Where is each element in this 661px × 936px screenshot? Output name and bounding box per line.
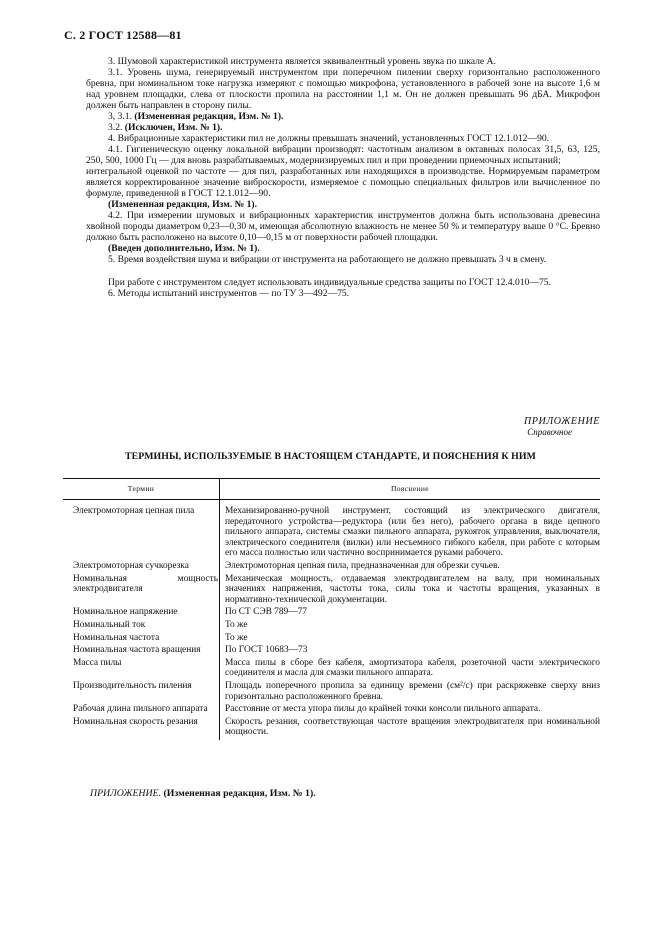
amendment-note-3	[86, 111, 600, 122]
amendment-note-4-2	[86, 243, 600, 254]
table-row	[63, 633, 600, 646]
term-cell: Номинальная частота вращения	[63, 645, 220, 658]
table-row	[63, 561, 600, 574]
explanation-cell: Механизированно-ручной инструмент, состоящий из электрического двигателя, передаточного устройства—редуктора (или без него), рабочего органа в виде цепного пильного аппарата, системы смазки пильного аппарата, рукояток управления, выключателя, электрического соединителя (вилки) или несъемного гибкого кабеля, при работе с которым его масса полностью или частично воспринимается руками рабочего.	[225, 506, 600, 559]
table-row	[63, 704, 600, 717]
explanation-cell: Расстояние от места упора пилы до крайней точки консоли пильного аппарата.	[225, 704, 541, 715]
table-row	[63, 681, 600, 704]
term-cell: Номинальное напряжение	[63, 607, 220, 620]
table-row	[63, 607, 600, 620]
clause-ref: 3.2.	[108, 122, 125, 133]
table-row	[63, 620, 600, 633]
term-cell: Электромоторная цепная пила	[63, 500, 220, 561]
term-cell: Номинальная скорость резания	[63, 717, 220, 740]
paragraph-3-1: 3.1. Уровень шума, генерируемый инструментом при поперечном пилении сверху горизонтально расположенного бревна, при номинальном токе нагрузка измеряют с помощью микрофона, установленного в рабочей зоне на высоте 1,6 м над уровнем площадки, слева от плоскости пропила на расстоянии 1,1 м. Он не должен превышать 96 дБА. Микрофон должен быть направлен в сторону пилы.	[86, 67, 600, 111]
table-row	[63, 574, 600, 608]
term-cell: Электромоторная сучкорезка	[63, 561, 220, 574]
explanation-cell: Скорость резания, соответствующая частоте вращения электродвигателя при номинальной мощности.	[225, 716, 600, 738]
appendix-sublabel: Справочное	[527, 427, 572, 437]
explanation-cell: Электромоторная цепная пила, предназначенная для обрезки сучьев.	[225, 560, 500, 571]
terms-table	[63, 478, 600, 740]
table-header-row	[63, 479, 600, 500]
term-cell: Производительность пиления	[63, 681, 220, 704]
explanation-cell: Механическая мощность, отдаваемая электродвигателем на валу, при номинальных значениях напряжения, частоты тока, силы тока и частоты вращения, указанных в нормативно-технической документации.	[225, 573, 600, 605]
paragraph-3-2	[86, 122, 600, 133]
appendix-amendment-note	[90, 788, 316, 799]
amendment-text: (Измененная редакция, Изм. № 1).	[134, 111, 284, 122]
paragraph-4-1-cont: интегральной оценкой по частоте — для пил, разработанных или находящихся в производстве. Нормируемым параметром является корректированное значение виброскорости, измеряемое с помощью специальных фильтров или вычисленное по формуле, приведенной в ГОСТ 12.1.012—90.	[86, 166, 600, 199]
amendment-text: (Исключен, Изм. № 1).	[124, 122, 223, 133]
main-text	[86, 56, 600, 299]
appendix-label-block	[524, 416, 600, 438]
paragraph-6: 6. Методы испытаний инструментов — по ТУ 3—492—75.	[108, 288, 350, 299]
column-header-term: Термин	[63, 479, 220, 500]
explanation-cell: По ГОСТ 10683—73	[225, 645, 308, 656]
explanation-cell: По СТ СЭВ 789—77	[225, 607, 307, 618]
paragraph-5: 5. Время воздействия шума и вибрации от инструмента на работающего не должно превышать 3 ч в смену.	[108, 254, 547, 265]
terms-title: ТЕРМИНЫ, ИСПОЛЬЗУЕМЫЕ В НАСТОЯЩЕМ СТАНДАРТЕ, И ПОЯСНЕНИЯ К НИМ	[125, 451, 536, 462]
appendix-label: ПРИЛОЖЕНИЕ	[524, 416, 600, 427]
appendix-ref: ПРИЛОЖЕНИЕ.	[90, 788, 162, 799]
amendment-note-4-1	[86, 199, 600, 210]
explanation-cell: Площадь поперечного пропила за единицу времени (см²/с) при раскряжевке сверху вниз горизонтально расположенного бревна.	[225, 680, 600, 702]
table-row	[63, 658, 600, 681]
amendment-text: (Введен дополнительно, Изм. № 1).	[108, 243, 260, 254]
paragraph-4-1: 4.1. Гигиеническую оценку локальной вибрации производят: частотным анализом в октавных полосах 31,5, 63, 125, 250, 500, 1000 Гц — для вновь разрабатываемых, модернизируемых пил и при проведении приемочных испытаний;	[86, 144, 600, 166]
column-header-explanation: Пояснение	[220, 479, 601, 500]
table-row	[63, 717, 600, 740]
amendment-text: (Измененная редакция, Изм. № 1).	[108, 199, 258, 210]
paragraph-3: 3. Шумовой характеристикой инструмента является эквивалентный уровень звука по шкале А.	[108, 56, 496, 67]
table-row	[63, 645, 600, 658]
explanation-cell: Масса пилы в сборе без кабеля, амортизатора кабеля, розеточной части электрического соединителя и масла для смазки пильного аппарата.	[225, 657, 600, 679]
explanation-cell: То же	[225, 619, 248, 630]
clause-ref: 3, 3.1.	[108, 111, 135, 122]
paragraph-4-2: 4.2. При измерении шумовых и вибрационных характеристик инструментов должна быть использована древесина хвойной породы диаметром 0,23—0,30 м, имеющая абсолютную влажность не менее 50 % и температуру выше 0 °С. Бревно должно быть расположено на высоте 0,10—0,15 м от поверхности рабочей площадки.	[86, 210, 600, 243]
term-cell: Номинальная частота	[63, 633, 220, 646]
page-header: С. 2 ГОСТ 12588—81	[64, 28, 182, 42]
term-cell: Рабочая длина пильного аппарата	[63, 704, 220, 717]
explanation-cell: То же	[225, 632, 248, 643]
table-row	[63, 500, 600, 561]
amendment-text: (Измененная редакция, Изм. № 1).	[163, 788, 316, 799]
paragraph-4: 4. Вибрационные характеристики пил не должны превышать значений, установленных ГОСТ 12.1.012—90.	[108, 133, 550, 144]
paragraph-protection: При работе с инструментом следует использовать индивидуальные средства защиты по ГОСТ 12.4.010—75.	[108, 277, 551, 288]
term-cell: Номинальная мощность электродвигателя	[63, 574, 220, 608]
term-cell: Масса пилы	[63, 658, 220, 681]
term-cell: Номинальный ток	[63, 620, 220, 633]
